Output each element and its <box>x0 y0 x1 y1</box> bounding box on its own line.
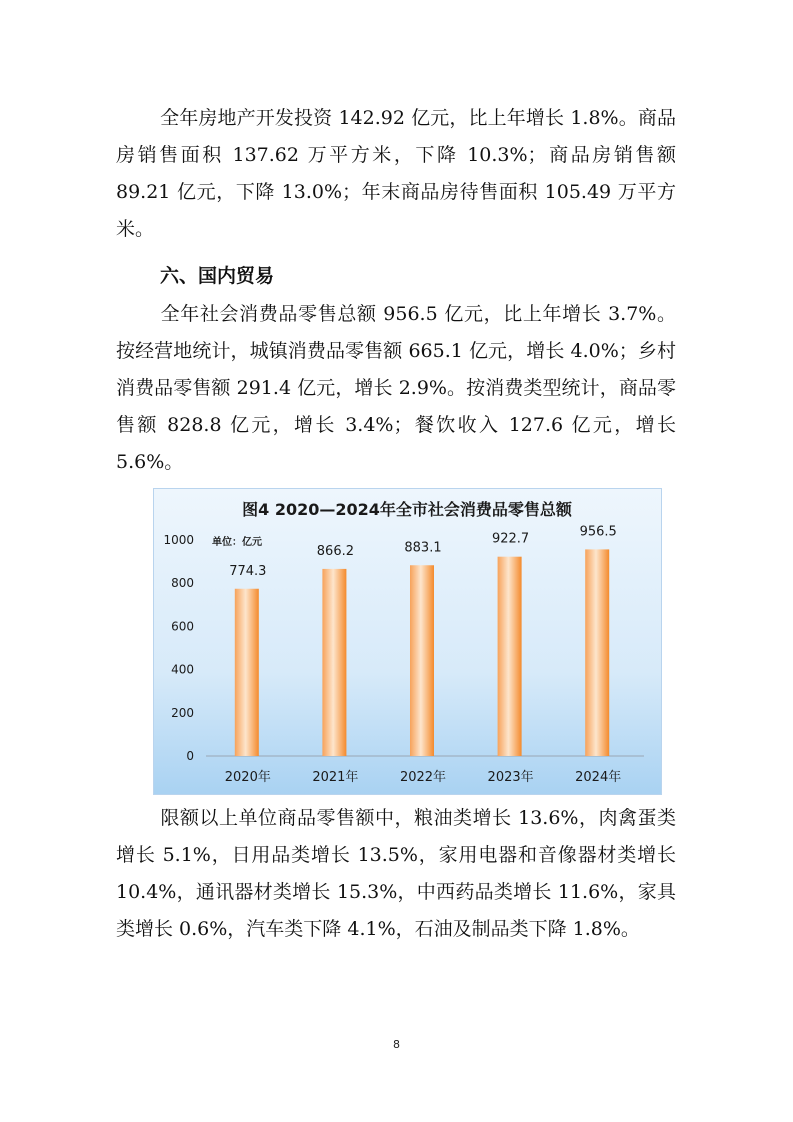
paragraph-retail-sales: 全年社会消费品零售总额 956.5 亿元，比上年增长 3.7%。按经营地统计，城镇消费品零售额 665.1 亿元，增长 4.0%；乡村消费品零售额 291.4 亿元，增长 2.9%。按消费类型统计，商品零售额 828.8 亿元，增长 3.4%；餐饮收入 127.6 亿元，增长 5.6%。 <box>116 303 676 473</box>
x-category-label: 2021年 <box>312 770 359 785</box>
page-number: 8 <box>393 1038 400 1051</box>
x-category-label: 2022年 <box>399 770 447 785</box>
y-tick-label: 200 <box>171 705 194 720</box>
x-category-label: 2020年 <box>224 770 271 785</box>
x-category-label: 2023年 <box>487 770 534 785</box>
y-tick-label: 1000 <box>163 533 194 547</box>
bar-value-label: 774.3 <box>229 563 267 579</box>
bar-value-label: 866.2 <box>316 543 355 559</box>
section-heading-domestic-trade: 六、国内贸易 <box>160 265 275 287</box>
y-tick-label: 800 <box>171 576 194 591</box>
bar-2023年 <box>498 557 522 756</box>
y-tick-label: 600 <box>171 619 194 634</box>
y-tick-label: 0 <box>186 749 194 763</box>
bar-2024年 <box>585 549 609 756</box>
retail-sales-bar-chart <box>153 488 662 795</box>
bar-value-label: 883.1 <box>404 540 442 556</box>
x-category-label: 2024年 <box>575 770 622 785</box>
chart-unit-label: 单位：亿元 <box>212 537 262 548</box>
paragraph-real-estate: 全年房地产开发投资 142.92 亿元，比上年增长 1.8%。商品房销售面积 137.62 万平方米，下降 10.3%；商品房销售额 89.21 亿元，下降 13.0%；年末商品房待售面积 105.49 万平方米。 <box>116 107 676 240</box>
bar-2022年 <box>410 565 434 756</box>
chart-title: 图4 2020—2024年全市社会消费品零售总额 <box>242 500 572 519</box>
paragraph-above-quota-retail: 限额以上单位商品零售额中，粮油类增长 13.6%，肉禽蛋类增长 5.1%，日用品类增长 13.5%，家用电器和音像器材类增长 10.4%，通讯器材类增长 15.3%，中西药品类增长 11.6%，家具类增长 0.6%，汽车类下降 4.1%，石油及制品类下降 1.8%。 <box>116 807 676 940</box>
y-tick-label: 400 <box>171 662 194 677</box>
bar-2021年 <box>322 569 346 756</box>
bar-value-label: 922.7 <box>491 531 530 547</box>
bar-2020年 <box>235 589 259 756</box>
bar-value-label: 956.5 <box>579 524 617 540</box>
